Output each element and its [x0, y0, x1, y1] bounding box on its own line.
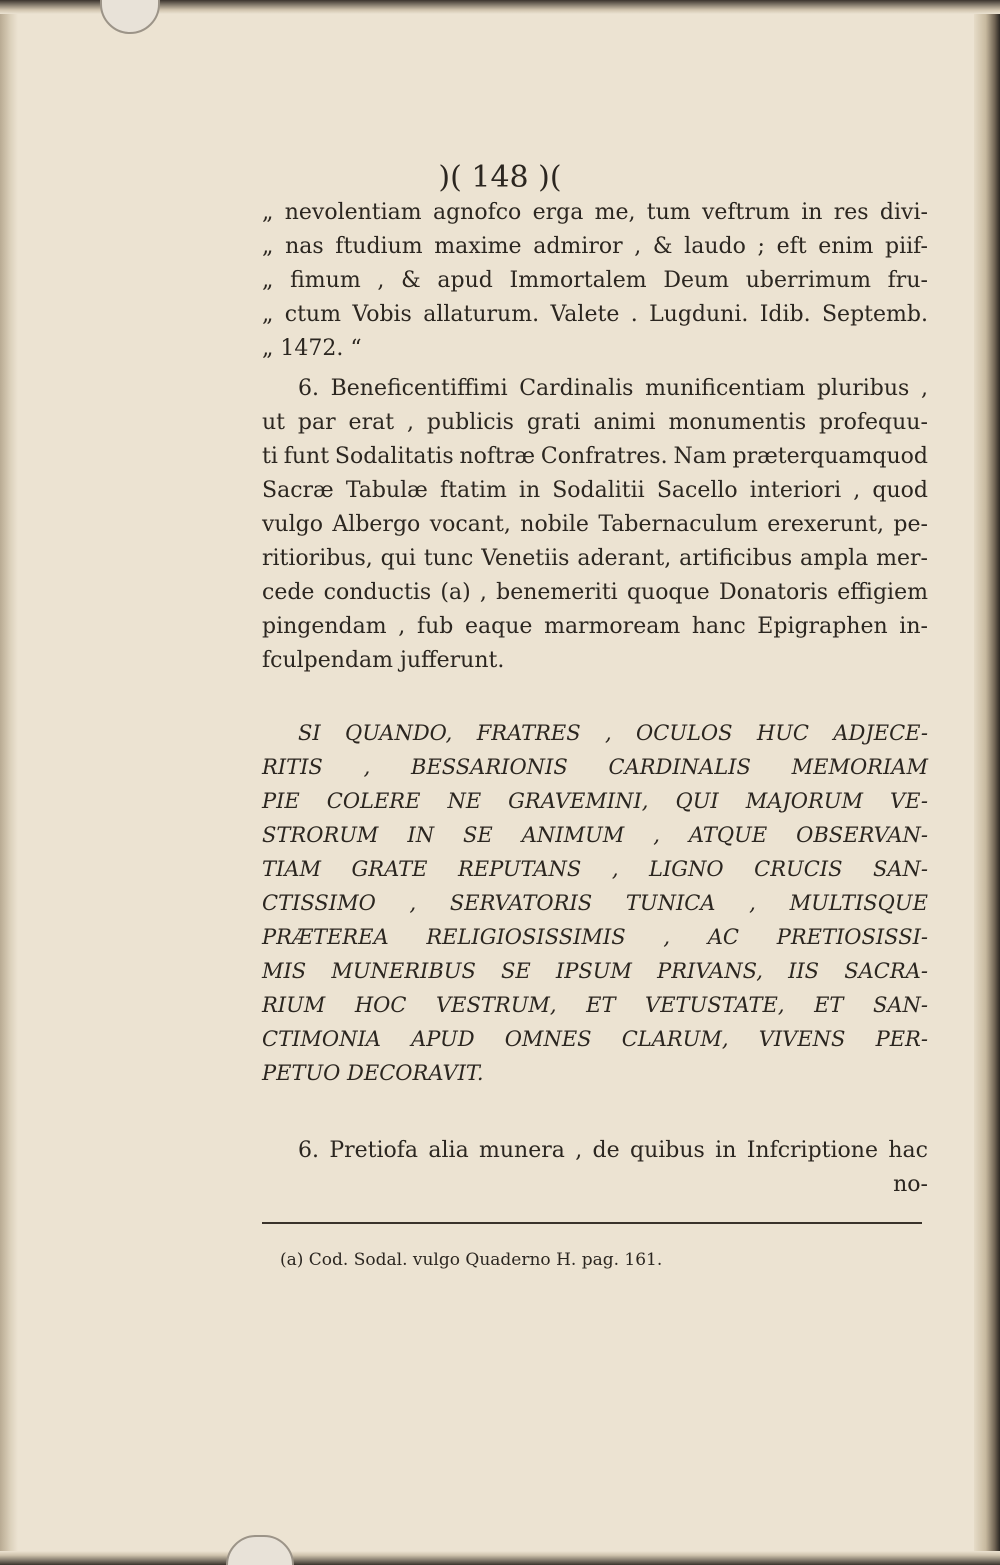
text-line: ritioribus, qui tunc Venetiis aderant, artificibus ampla mer- — [262, 546, 928, 571]
inscription-line: SI QUANDO, FRATRES , OCULOS HUC ADJECE- — [298, 721, 928, 745]
text-line: Sacræ Tabulæ ftatim in Sodalitii Sacello interiori , quod — [262, 478, 928, 503]
text-line: „ ctum Vobis allaturum. Valete . Lugduni. Idib. Septemb. — [262, 302, 928, 327]
text-line: pingendam , fub eaque marmoream hanc Epigraphen in- — [262, 614, 928, 639]
bottom-page-tab — [226, 1535, 294, 1565]
page-bottom-edge — [0, 1551, 1000, 1565]
text-line: ut par erat , publicis grati animi monumentis profequu- — [262, 410, 928, 435]
inscription-line: RIUM HOC VESTRUM, ET VETUSTATE, ET SAN- — [262, 993, 928, 1017]
footnote-rule — [262, 1222, 922, 1224]
catchword: no- — [893, 1172, 928, 1197]
paragraph-6b — [262, 1134, 928, 1202]
text-line: cede conductis (a) , benemeriti quoque Donatoris effigiem — [262, 580, 928, 605]
footnote: (a) Cod. Sodal. vulgo Quaderno H. pag. 161. — [280, 1250, 663, 1270]
letter-ending-block — [262, 196, 928, 366]
inscription-line: PRÆTEREA RELIGIOSISSIMIS , AC PRETIOSISSI- — [262, 925, 928, 949]
page-right-edge — [974, 0, 1000, 1565]
text-line: „ 1472. “ — [262, 336, 362, 361]
inscription-line: TIAM GRATE REPUTANS , LIGNO CRUCIS SAN- — [262, 857, 928, 881]
inscription-line: RITIS , BESSARIONIS CARDINALIS MEMORIAM — [262, 755, 928, 779]
text-line: ti funt Sodalitatis noftræ Confratres. Nam præterquamquod — [262, 444, 928, 469]
page-left-edge — [0, 0, 18, 1565]
text-line: „ fimum , & apud Immortalem Deum uberrimum fru- — [262, 268, 928, 293]
page-number: )( 148 )( — [438, 160, 562, 195]
inscription-line: STRORUM IN SE ANIMUM , ATQUE OBSERVAN- — [262, 823, 928, 847]
paragraph-6a — [262, 372, 928, 678]
inscription-line: PETUO DECORAVIT. — [262, 1061, 484, 1085]
text-line: „ nas ftudium maxime admiror , & laudo ; eft enim piif- — [262, 234, 928, 259]
text-line: vulgo Albergo vocant, nobile Tabernaculum erexerunt, pe- — [262, 512, 928, 537]
inscription-line: MIS MUNERIBUS SE IPSUM PRIVANS, IIS SACRA- — [262, 959, 928, 983]
inscription-block — [262, 716, 928, 1090]
top-page-tab — [100, 0, 160, 34]
inscription-line: PIE COLERE NE GRAVEMINI, QUI MAJORUM VE- — [262, 789, 928, 813]
inscription-line: CTIMONIA APUD OMNES CLARUM, VIVENS PER- — [262, 1027, 928, 1051]
inscription-line: CTISSIMO , SERVATORIS TUNICA , MULTISQUE — [262, 891, 928, 915]
text-line: „ nevolentiam agnofco erga me, tum veftrum in res divi- — [262, 200, 928, 225]
text-line: 6. Beneficentiffimi Cardinalis munificentiam pluribus , — [298, 376, 928, 401]
text-line: fculpendam jufferunt. — [262, 648, 505, 673]
text-line: 6. Pretiofa alia munera , de quibus in Infcriptione hac — [298, 1138, 928, 1163]
